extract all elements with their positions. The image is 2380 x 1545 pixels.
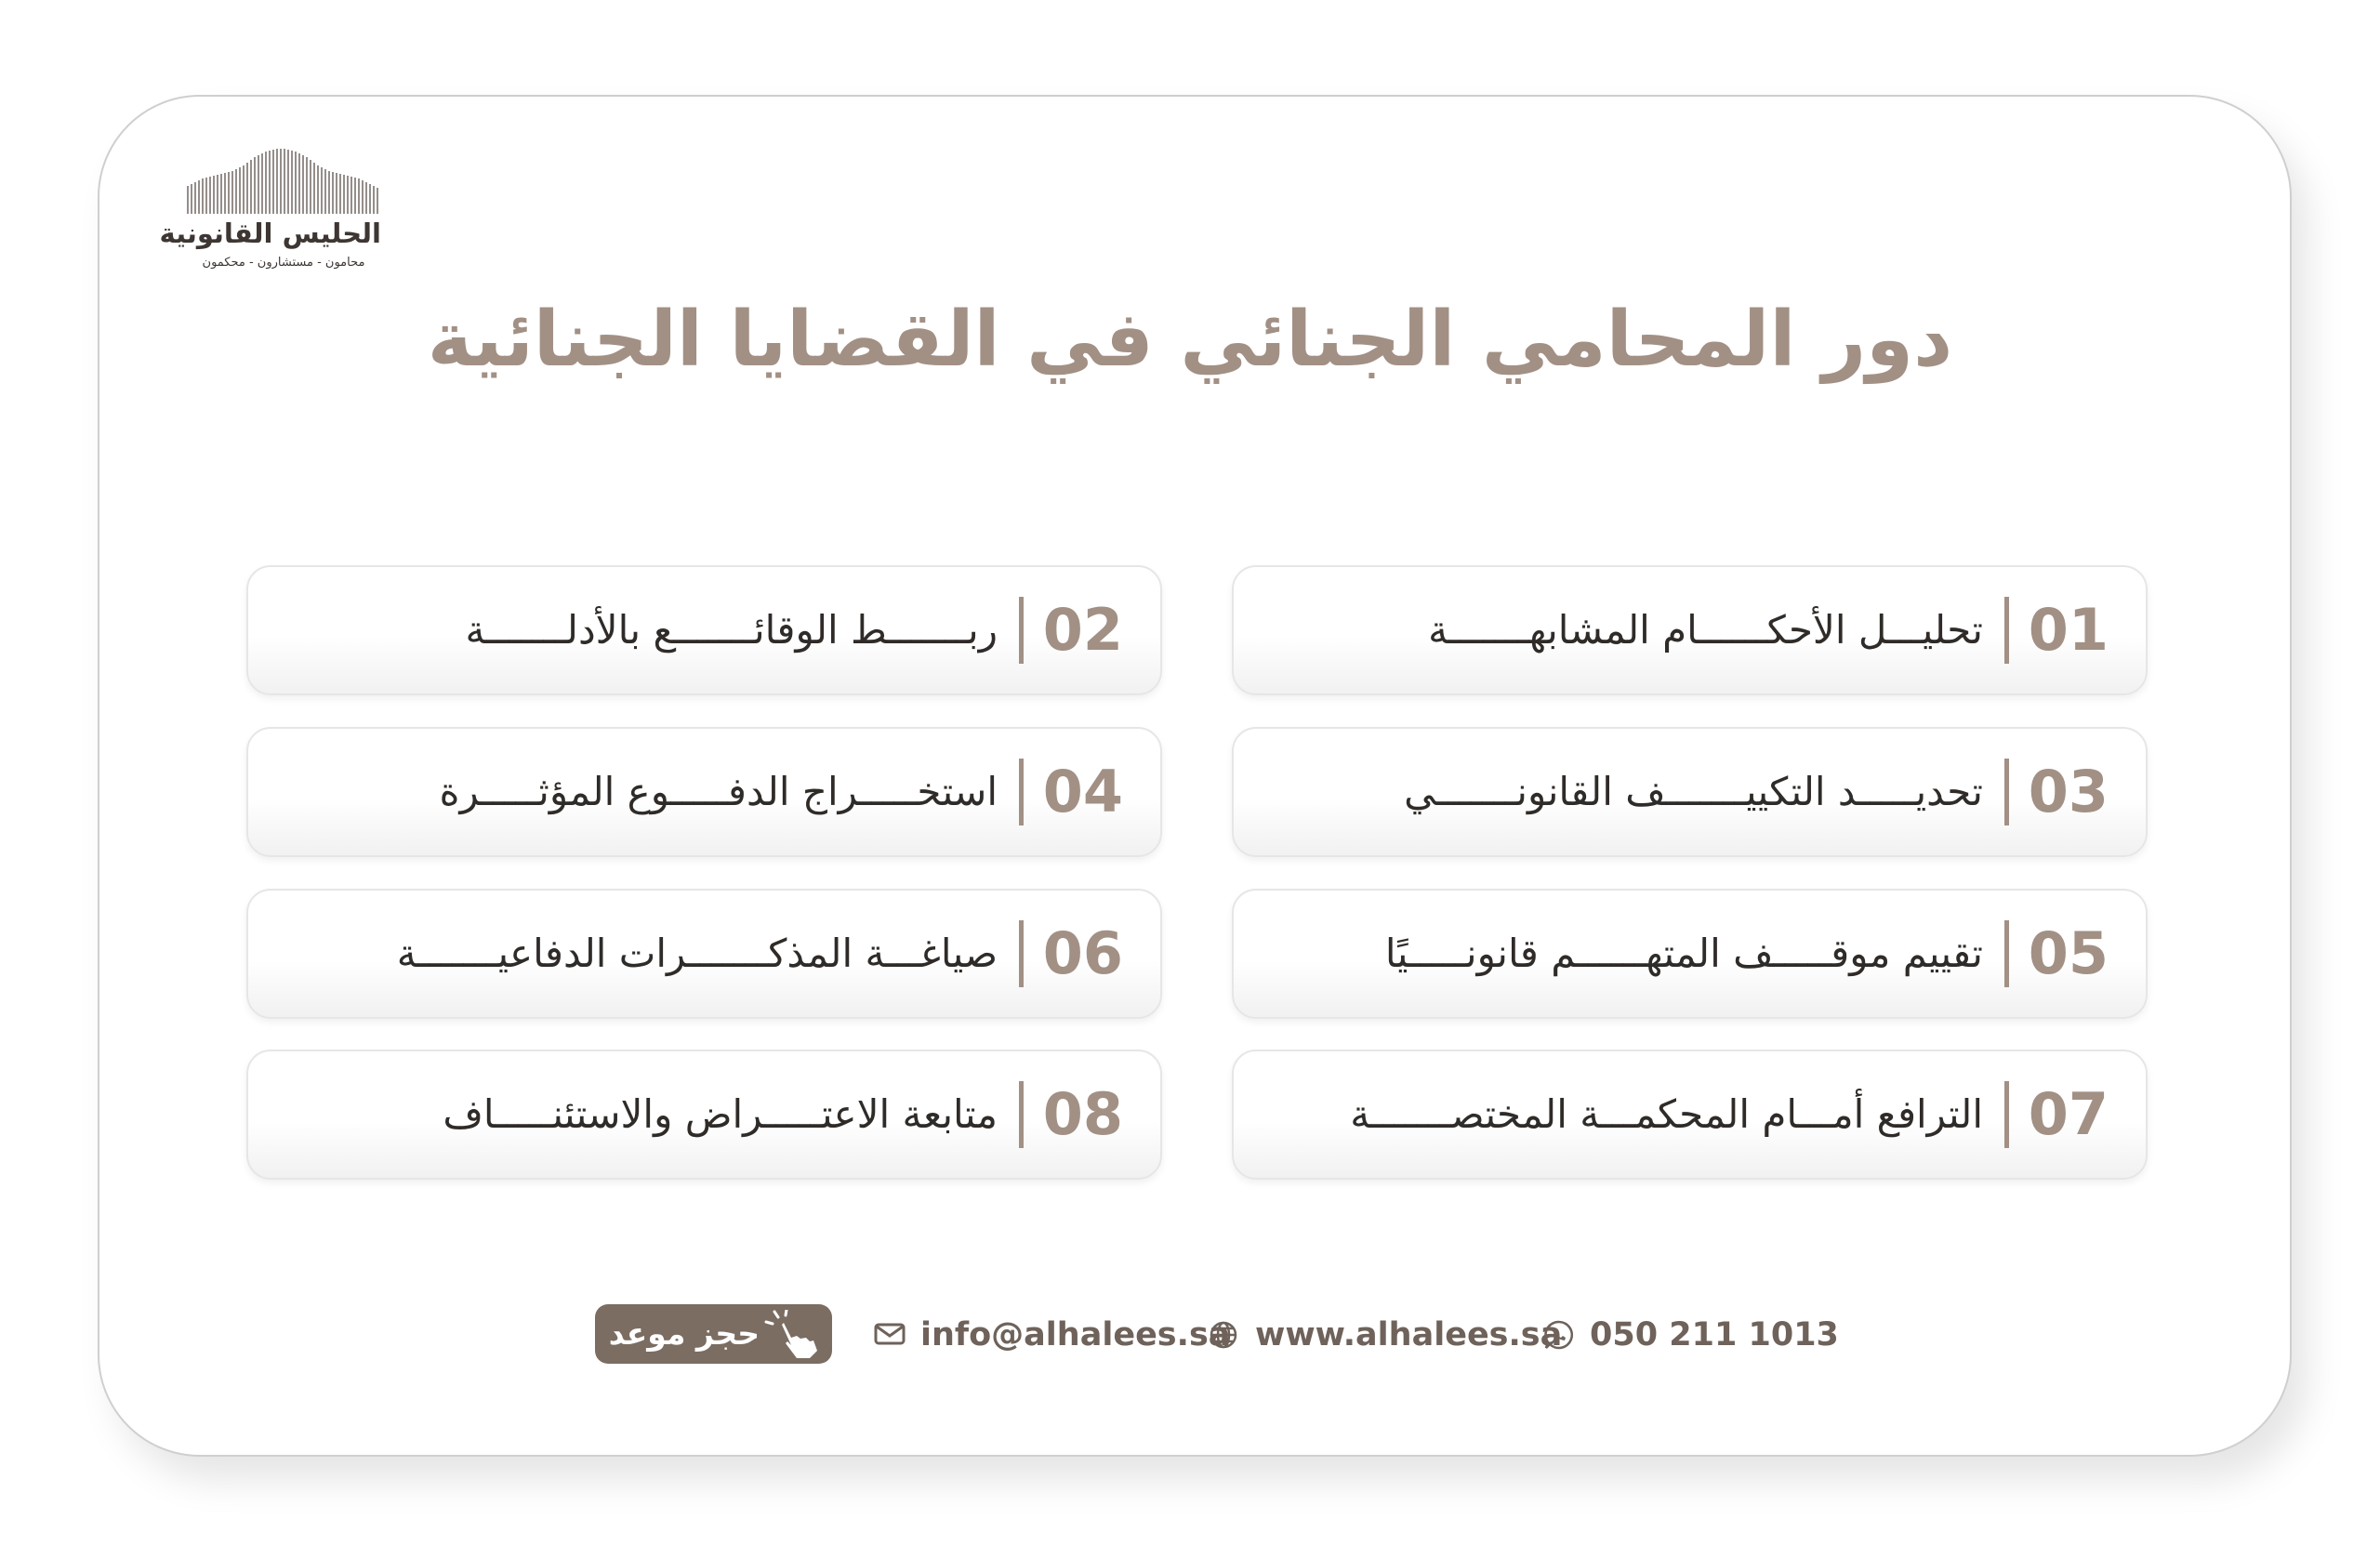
item-divider xyxy=(1019,1081,1024,1148)
brand-name: الحليس القانونية xyxy=(159,218,381,249)
item-number: 02 xyxy=(1042,596,1123,664)
hand-pointer-icon xyxy=(763,1310,825,1360)
item-label: صياغـــة المذكـــــــرات الدفاعيـــــــة xyxy=(396,931,998,976)
list-item xyxy=(246,565,1162,695)
item-label: الترافع أمـــام المحكمـــة المختصـــــــة xyxy=(1350,1091,1983,1137)
item-number: 07 xyxy=(2028,1080,2109,1148)
email-contact[interactable] xyxy=(874,1309,1230,1361)
item-label: تقييم موقـــــف المتهــــــم قانونـــــيًا xyxy=(1384,931,1983,976)
list-item xyxy=(246,1050,1162,1180)
item-number: 01 xyxy=(2028,596,2109,664)
email-text: info@alhalees.sa xyxy=(920,1316,1231,1354)
whatsapp-icon xyxy=(1543,1319,1575,1351)
item-number: 03 xyxy=(2028,758,2109,825)
item-number: 05 xyxy=(2028,919,2109,987)
item-divider xyxy=(1019,597,1024,664)
mail-icon xyxy=(874,1321,906,1347)
item-divider xyxy=(2004,1081,2009,1148)
globe-icon xyxy=(1209,1320,1238,1350)
book-appointment-label: حجز موعد xyxy=(608,1315,760,1352)
item-number: 06 xyxy=(1042,919,1123,987)
item-label: متابعة الاعتـــــراض والاستئنـــــاف xyxy=(443,1091,998,1137)
phone-text: 050 211 1013 xyxy=(1590,1316,1839,1354)
list-item xyxy=(1232,889,2148,1019)
item-divider xyxy=(1019,759,1024,825)
item-number: 04 xyxy=(1042,758,1123,825)
item-label: تحديـــــد التكييـــــــف القانونـــــــي xyxy=(1404,769,1983,814)
brand-logo xyxy=(159,147,381,272)
page-title: دور المحامي الجنائي في القضايا الجنائية xyxy=(427,296,1953,384)
item-divider xyxy=(2004,597,2009,664)
website-contact[interactable] xyxy=(1209,1309,1562,1361)
list-item xyxy=(246,889,1162,1019)
item-divider xyxy=(2004,920,2009,987)
list-item xyxy=(1232,1050,2148,1180)
list-item xyxy=(246,727,1162,857)
book-appointment-button[interactable] xyxy=(595,1304,832,1364)
item-label: ربـــــــط الوقائـــــــع بالأدلـــــــة xyxy=(465,607,998,653)
website-text: www.alhalees.sa xyxy=(1255,1316,1563,1354)
phone-contact[interactable] xyxy=(1543,1309,1839,1361)
list-item xyxy=(1232,565,2148,695)
item-divider xyxy=(1019,920,1024,987)
item-label: تحليـــل الأحكــــــام المشابهـــــــة xyxy=(1428,607,1983,653)
item-number: 08 xyxy=(1042,1080,1123,1148)
building-logo-icon xyxy=(186,147,381,221)
item-divider xyxy=(2004,759,2009,825)
item-label: استخـــــراج الدفـــــوع المؤثـــــرة xyxy=(439,769,998,814)
brand-tagline: محامون - مستشارون - محكمون xyxy=(202,256,365,270)
list-item xyxy=(1232,727,2148,857)
